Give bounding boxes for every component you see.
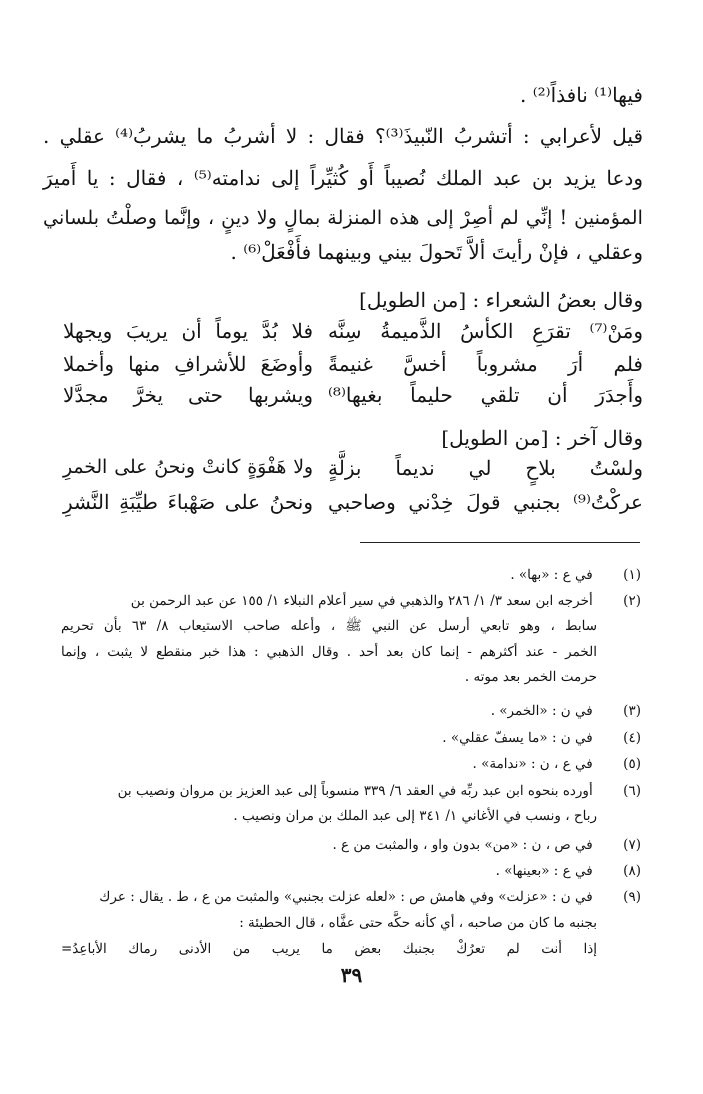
footnote-text: في ن : «ما يسفّ عقلي» . bbox=[442, 730, 593, 746]
poem1-verse3-first-hemistich: وأَجدَرَ أن تلقي حليماً بغيها⁽⁸⁾ bbox=[328, 383, 643, 407]
footnote-number: (٧) bbox=[623, 837, 641, 853]
footnote-separator bbox=[360, 542, 640, 543]
footnote-text: أورده بنحوه ابن عبد ربِّه في العقد ٦/ ٣٣٩ منسوباً إلى عبد العزيز بن مروان ونصيب بن bbox=[117, 783, 593, 799]
footnote-8 bbox=[61, 859, 641, 883]
footnote-number: (٣) bbox=[623, 703, 641, 719]
poem1-verse3-second-hemistich: ويشربها حتى يخرَّ مجدَّلا bbox=[63, 383, 313, 407]
footnote-7 bbox=[61, 833, 641, 857]
footnote-number: (٢) bbox=[623, 593, 641, 609]
footnote-text: في ن : «الخمر» . bbox=[490, 703, 593, 719]
footnote-number: (٨) bbox=[623, 863, 641, 879]
poem1-verse1-second-hemistich: فلا بُدَّ يوماً أن يريبَ ويجهلا bbox=[63, 319, 313, 343]
footnote-text: في ص ، ن : «من» بدون واو ، والمثبت من ع . bbox=[332, 837, 593, 853]
footnote-9-line-2: بجنبه ما كان من صاحبه ، أي كأنه حكَّه حتى عفَّاه ، قال الحطيئة : bbox=[239, 915, 597, 931]
footnote-9 bbox=[61, 885, 641, 909]
footnote-4 bbox=[61, 726, 641, 750]
body-line-1: فيها⁽¹⁾ نافذاً⁽²⁾ . bbox=[520, 83, 643, 107]
footnote-6 bbox=[61, 779, 641, 803]
footnote-number: (١) bbox=[623, 567, 641, 583]
poem1-verse2-first-hemistich: فلم أرَ مشروباً أخسَّ غنيمةً bbox=[328, 352, 643, 376]
poem1-verse2-second-hemistich: وأوضَعَ للأشرافِ منها وأخملا bbox=[63, 352, 313, 376]
footnote-text: في ن : «عزلت» وفي هامش ص : «لعله عزلت بجنبي» والمثبت من ع ، ط . يقال : عرك bbox=[99, 889, 593, 905]
footnote-text: أخرجه ابن سعد ٣/ ١/ ٢٨٦ والذهبي في سير أعلام النبلاء ١/ ١٥٥ عن عبد الرحمن بن bbox=[130, 593, 593, 609]
poem2-verse2-first-hemistich: عركْتُ⁽⁹⁾ بجنبي قولَ خِدْني وصاحبي bbox=[328, 490, 643, 514]
footnote-number: (٩) bbox=[623, 889, 641, 905]
footnote-text: في ع : «بعينها» . bbox=[495, 863, 593, 879]
footnote-3 bbox=[61, 699, 641, 723]
footnote-number: (٦) bbox=[623, 783, 641, 799]
footnote-2-line-3: الخمر - عند أكثرهم - إنما كان بعد أحد . وقال الذهبي : هذا خبر منقطع لا يثبت ، وإنما bbox=[61, 644, 597, 660]
body-line-3: ودعا يزيد بن عبد الملك نُصيباً أَو كُثيِّراً إلى ندامته⁽⁵⁾ ، فقال : يا أَميرَ bbox=[43, 166, 643, 190]
body-line-4: المؤمنين ! إنِّي لم أصِرْ إلى هذه المنزلة بمالٍ ولا دينٍ ، وإنَّما وصلْتُ بلساني bbox=[43, 206, 643, 229]
poem1-verse1-first-hemistich: ومَنْ⁽⁷⁾ تقرَعِ الكأسُ الذَّميمةُ سِنَّه bbox=[328, 319, 643, 343]
footnote-2 bbox=[61, 589, 641, 613]
footnote-2-line-2: سابط ، وهو تابعي أرسل عن النبي ﷺ ، وأعله صاحب الاستيعاب ٨/ ٦٣ بأن تحريم bbox=[61, 618, 598, 634]
body-line-5: وعقلي ، فإنْ رأيتَ ألاَّ تَحولَ بيني وبينهما فأَفْعَلْ⁽⁶⁾ . bbox=[230, 240, 643, 264]
footnote-text: في ع ، ن : «ندامة» . bbox=[472, 756, 593, 772]
body-line-2: قيل لأعرابي : أتشربُ النّبيذَ⁽³⁾؟ فقال : لا أشربُ ما يشربُ⁽⁴⁾ عقلي . bbox=[43, 124, 643, 148]
footnote-text: في ع : «بها» . bbox=[510, 567, 593, 583]
footnote-2-line-4: حرمت الخمر بعد موته . bbox=[464, 669, 597, 685]
footnote-6-line-2: رباح ، ونسب في الأغاني ١/ ٣٤١ إلى عبد الملك بن مران ونصيب . bbox=[233, 808, 597, 824]
page-number: ٣٩ bbox=[340, 963, 363, 987]
footnote-5 bbox=[61, 752, 641, 776]
poem2-verse1-first-hemistich: ولسْتُ بلاحٍ لي نديماً بزلَّةٍ bbox=[328, 456, 643, 480]
poem-intro-2: وقال آخر : [من الطويل] bbox=[441, 426, 643, 450]
poem2-verse1-second-hemistich: ولا هَفْوَةٍ كانتْ ونحنُ على الخمرِ bbox=[63, 457, 313, 478]
poem2-verse2-second-hemistich: ونحنُ على صَهْباءَ طيِّبَةِ النَّشرِ bbox=[63, 490, 313, 514]
footnote-9-verse: إذا أنت لم تعرُكْ بجنبك بعض ما يريب من الأدنى رماك الأباعِدُ= bbox=[61, 941, 597, 957]
footnote-number: (٤) bbox=[623, 730, 641, 746]
poem-intro-1: وقال بعضُ الشعراء : [من الطويل] bbox=[359, 288, 643, 312]
footnote-number: (٥) bbox=[623, 756, 641, 772]
footnote-1 bbox=[61, 563, 641, 587]
